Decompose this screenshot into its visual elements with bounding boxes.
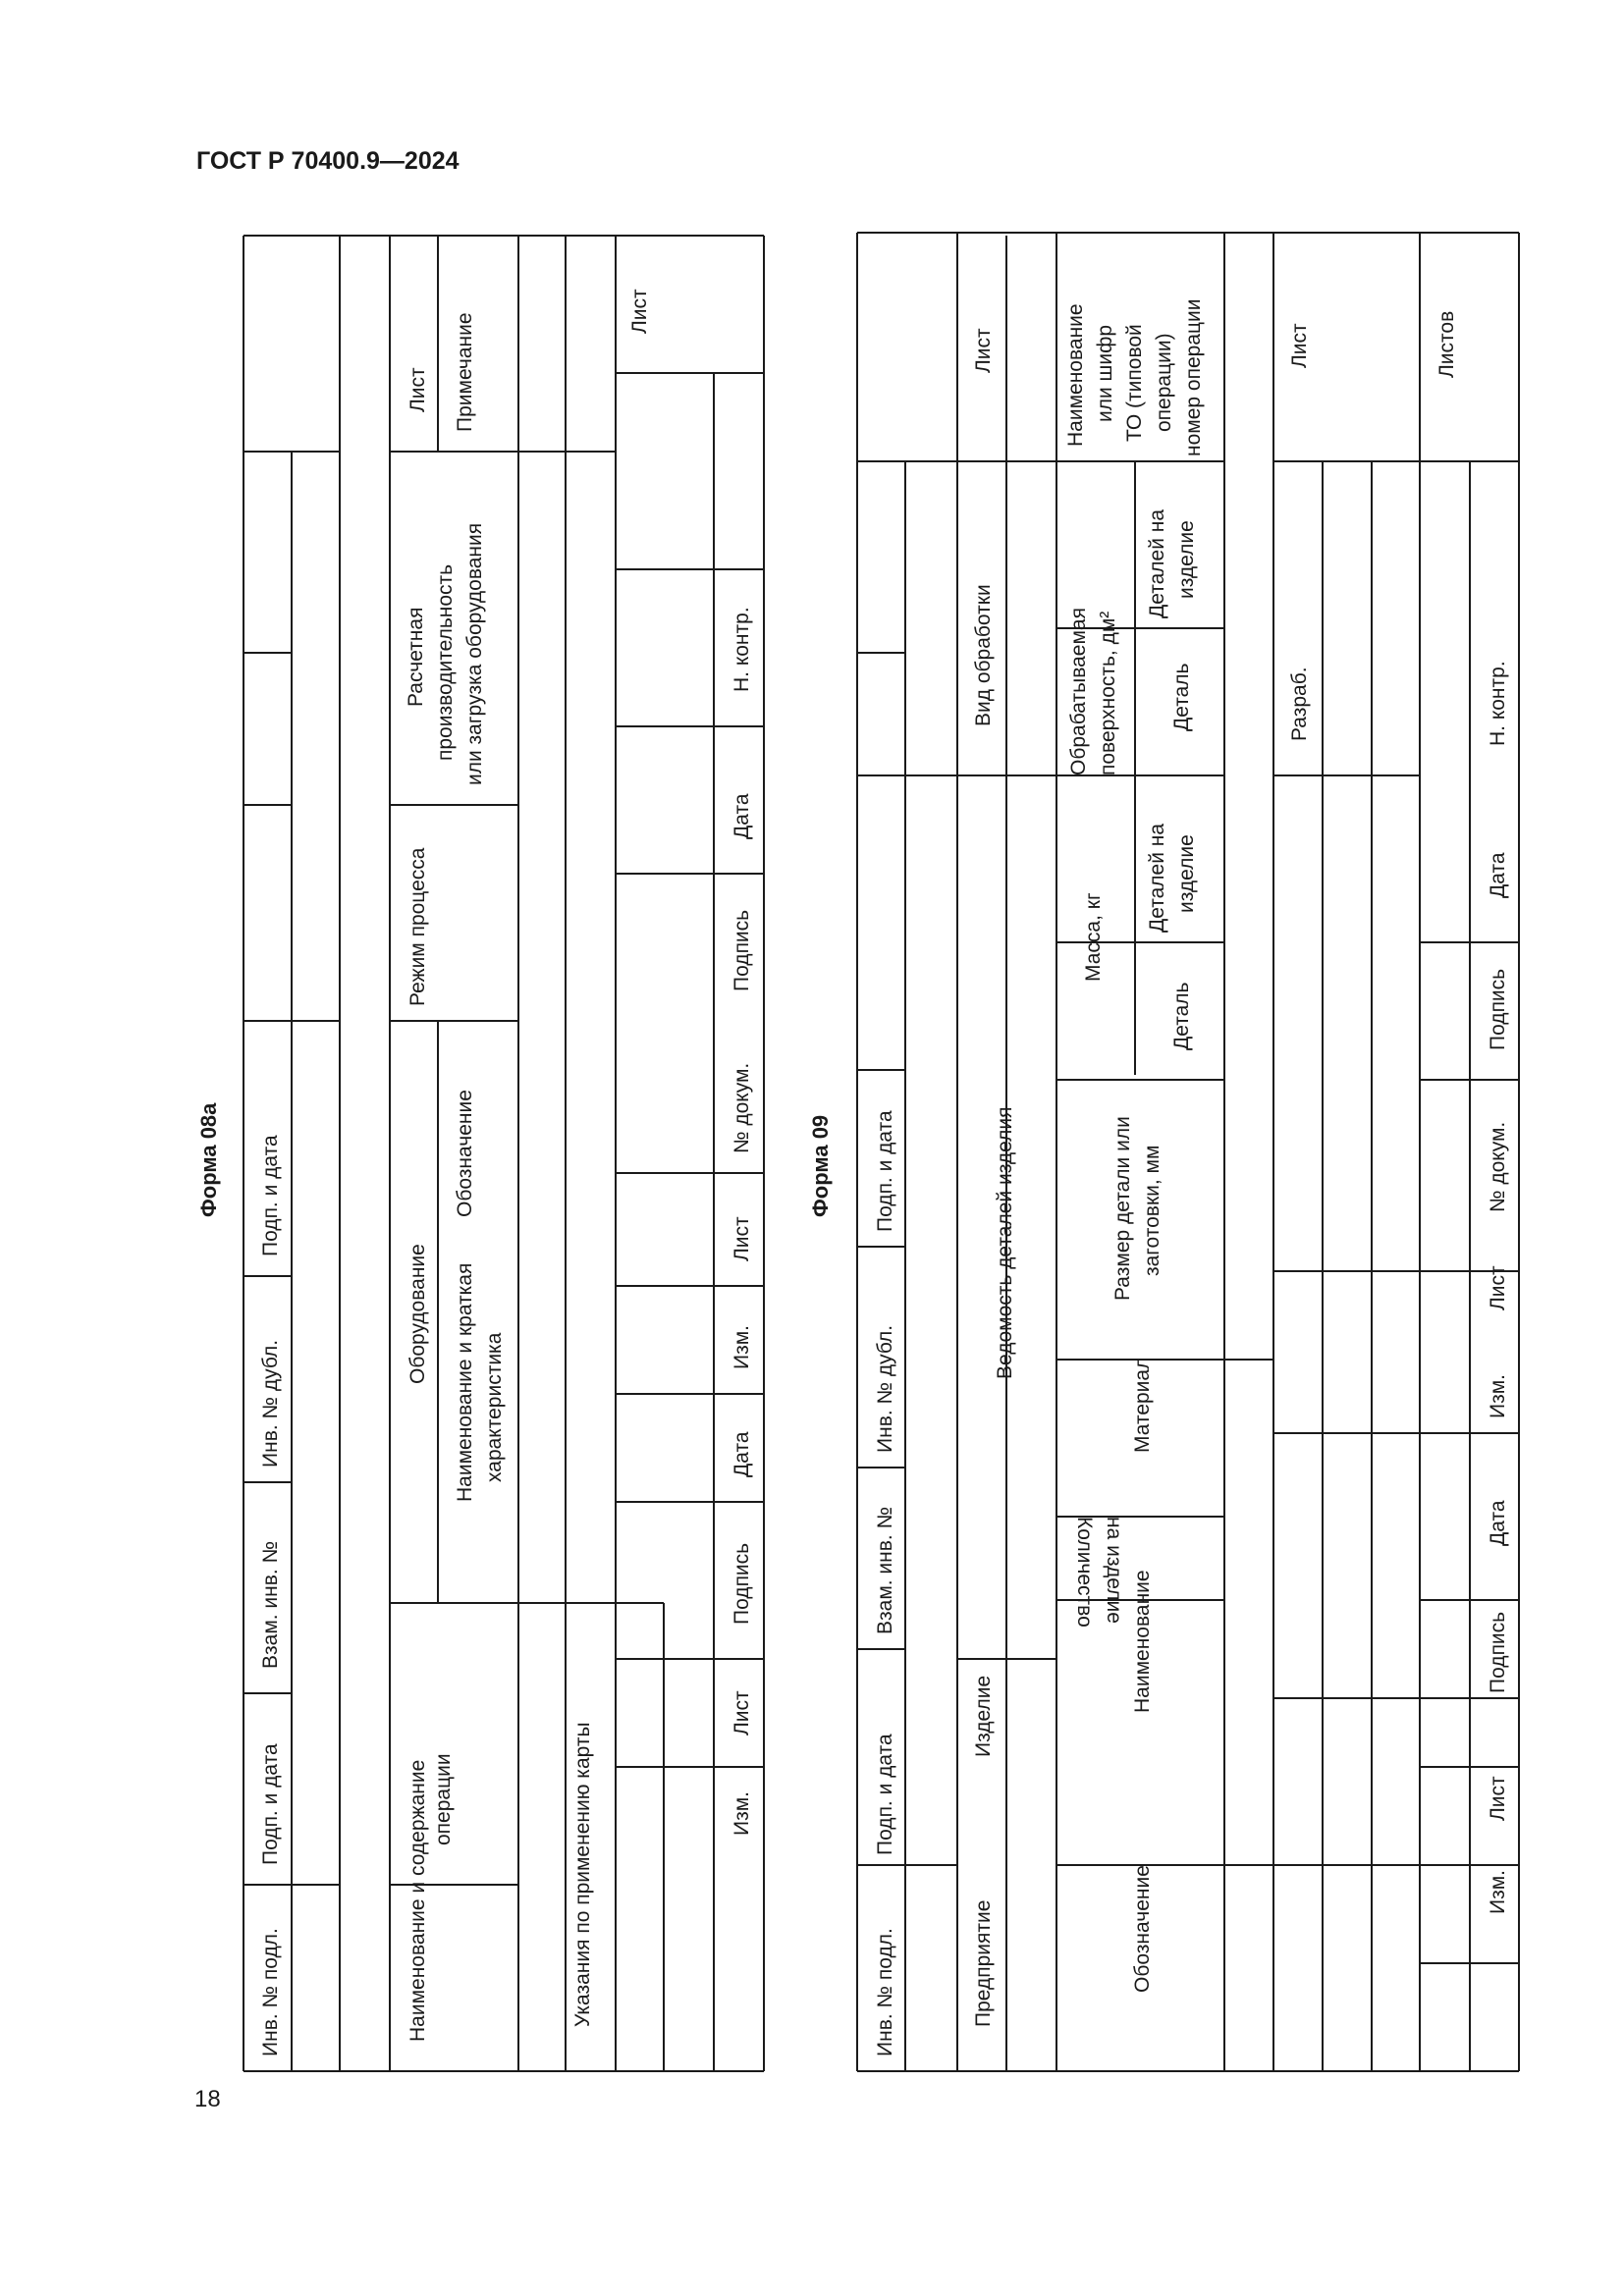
f09-footer-podpis-2: Подпись [1487,968,1509,1050]
f09-col-surface-1: Обрабатываемая [1067,608,1090,775]
f08-stamp-inv-podl: Инв. № подл. [259,1928,282,2056]
f09-sheet-label: Лист [1288,323,1311,368]
f09-footer-podpis-1: Подпись [1487,1611,1509,1693]
f08-footer-izm-2: Изм. [731,1325,753,1369]
f09-stamp-inv-podl: Инв. № подл. [874,1928,896,2056]
f08-col-equipment-name-1: Наименование и краткая [454,1262,476,1502]
f09-col-op-1: Наименование [1064,303,1087,447]
form-08a-grid [244,236,764,2071]
f08-footer-list-2: Лист [731,1216,753,1261]
f08-footer-n-kontr: Н. контр. [731,607,753,692]
f08-footer-podpis-1: Подпись [731,1542,753,1625]
f09-col-mass-part: Деталь [1170,982,1193,1050]
f09-col-surface-parts-1: Деталей на [1146,508,1168,618]
f08-footer-list-1: Лист [731,1690,753,1735]
f08-col-productivity-2: производительность [434,563,457,761]
f08-col-operation-2: операции [432,1753,455,1845]
f08-footer-podpis-2: Подпись [731,909,753,991]
f09-col-mass-parts-1: Деталей на [1146,823,1168,933]
f09-footer-docnum: № докум. [1487,1121,1509,1212]
f08-stamp-podp-data-2: Подп. и дата [259,1135,282,1256]
f09-processing: Вид обработки [972,584,995,726]
f09-col-mass-parts-2: изделие [1175,834,1198,913]
f09-statement: Ведомость деталей изделия [994,1106,1016,1379]
f09-col-op-4: операции) [1153,333,1175,432]
f09-footer-izm-2: Изм. [1487,1374,1509,1418]
f09-stamp-vzam-inv: Взам. инв. № [874,1506,896,1634]
f09-sheet: Лист [972,328,995,373]
f08-col-note: Примечание [454,312,476,432]
f08-col-operation-1: Наименование и содержание [406,1759,429,2042]
f09-stamp-podp-data-1: Подп. и дата [874,1734,896,1855]
f09-sheets-label: Листов [1435,310,1458,378]
f08-instructions: Указания по применению карты [571,1722,594,2027]
f09-col-surface-2: поверхность, дм² [1097,611,1119,775]
f08-col-equipment-code: Обозначение [454,1090,476,1217]
f09-footer-data-1: Дата [1487,1500,1509,1546]
f09-footer-izm-1: Изм. [1487,1870,1509,1914]
document-code: ГОСТ Р 70400.9—2024 [196,147,460,175]
f08-footer-data-1: Дата [731,1431,753,1477]
form-09-title: Форма 09 [808,1114,833,1217]
f09-col-name: Наименование [1131,1570,1154,1713]
f08-col-equipment-name-2: характеристика [483,1332,506,1482]
f09-col-op-5: номер операции [1182,298,1205,456]
f08-footer-data-2: Дата [731,793,753,839]
f09-col-mass: Масса, кг [1082,892,1105,982]
f09-footer-n-kontr: Н. контр. [1487,661,1509,746]
f08-stamp-podp-data-1: Подп. и дата [259,1743,282,1865]
form-09-labels [874,299,1509,2056]
f09-footer-list-2: Лист [1487,1265,1509,1310]
f09-col-quantity-1: Количество [1073,1517,1096,1628]
f08-stamp-vzam-inv: Взам. инв. № [259,1540,282,1669]
f09-product: Изделие [972,1675,995,1757]
form-08a-title: Форма 08а [196,1102,221,1217]
f08-footer-docnum: № докум. [731,1062,753,1153]
f09-col-surface-part: Деталь [1170,663,1193,731]
f08-col-productivity-3: или загрузка оборудования [463,522,486,785]
form-09-grid [857,233,1519,2071]
f09-col-op-2: или шифр [1094,324,1116,422]
f09-footer-list-1: Лист [1487,1776,1509,1821]
f08-col-mode: Режим процесса [406,847,429,1006]
f08-col-productivity-1: Расчетная [405,607,427,707]
f09-stamp-podp-data-2: Подп. и дата [874,1110,896,1232]
f08-col-equipment: Оборудование [406,1244,429,1384]
page-number: 18 [194,2086,221,2112]
f08-stamp-inv-dubl: Инв. № дубл. [259,1339,282,1468]
f09-col-size-2: заготовки, мм [1141,1145,1164,1276]
f08-sheet-label: Лист [628,289,651,334]
f09-col-material: Материал [1131,1357,1154,1453]
f09-col-quantity-2: на изделие [1103,1517,1125,1624]
f09-col-size-1: Размер детали или [1111,1116,1134,1301]
f08-col-sheet: Лист [406,367,429,412]
f09-col-designation: Обозначение [1131,1865,1154,1993]
f09-enterprise: Предприятие [972,1899,995,2027]
f09-col-surface-parts-2: изделие [1175,520,1198,599]
f09-col-op-3: ТО (типовой [1123,324,1146,442]
f09-developed: Разраб. [1288,667,1311,741]
f09-stamp-inv-dubl: Инв. № дубл. [874,1324,896,1453]
f09-footer-data-2: Дата [1487,852,1509,898]
f08-footer-izm-1: Изм. [731,1791,753,1836]
